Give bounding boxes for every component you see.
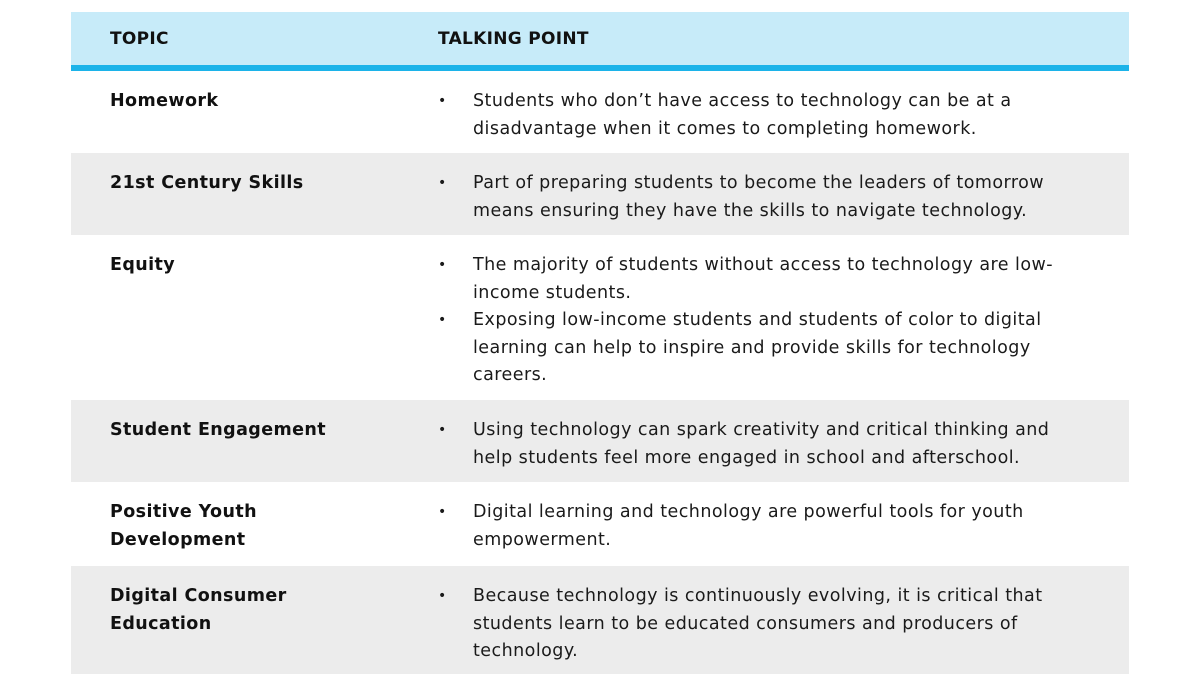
bullet-icon: •	[438, 93, 447, 109]
talking-point: • Digital learning and technology are powerful tools for youth empowerment.	[438, 499, 1078, 554]
table-row	[71, 235, 1129, 400]
row-points	[438, 499, 1078, 554]
table-header	[71, 12, 1129, 71]
bullet-icon: •	[438, 588, 447, 604]
row-points	[438, 170, 1078, 225]
bullet-icon: •	[438, 312, 447, 328]
row-points	[438, 417, 1078, 472]
table-row	[71, 153, 1129, 235]
bullet-icon: •	[438, 257, 447, 273]
row-points	[438, 583, 1078, 666]
row-points	[438, 88, 1078, 143]
row-topic: Positive Youth Development	[110, 502, 257, 550]
row-points	[438, 252, 1078, 390]
bullet-icon: •	[438, 175, 447, 191]
header-talking-point: TALKING POINT	[438, 29, 589, 49]
talking-points-table	[71, 12, 1129, 674]
table-row	[71, 566, 1129, 674]
table-row	[71, 71, 1129, 153]
talking-point: • Exposing low-income students and students of color to digital learning can help to inspire and provide skills for technology careers.	[438, 307, 1078, 390]
table-row	[71, 400, 1129, 482]
bullet-icon: •	[438, 504, 447, 520]
table-row	[71, 482, 1129, 566]
talking-point: • Students who don’t have access to technology can be at a disadvantage when it comes to completing homework.	[438, 88, 1078, 143]
row-topic: 21st Century Skills	[110, 173, 304, 193]
talking-point: • Part of preparing students to become the leaders of tomorrow means ensuring they have the skills to navigate technology.	[438, 170, 1078, 225]
row-topic: Homework	[110, 91, 219, 111]
talking-point: • The majority of students without access to technology are low-income students.	[438, 252, 1078, 307]
row-topic: Student Engagement	[110, 420, 327, 440]
talking-point: • Using technology can spark creativity and critical thinking and help students feel more engaged in school and afterschool.	[438, 417, 1078, 472]
header-topic: TOPIC	[110, 29, 169, 49]
bullet-icon: •	[438, 422, 447, 438]
row-topic: Digital Consumer Education	[110, 586, 287, 634]
talking-point: • Because technology is continuously evolving, it is critical that students learn to be educated consumers and producers of technology.	[438, 583, 1078, 666]
row-topic: Equity	[110, 255, 176, 275]
